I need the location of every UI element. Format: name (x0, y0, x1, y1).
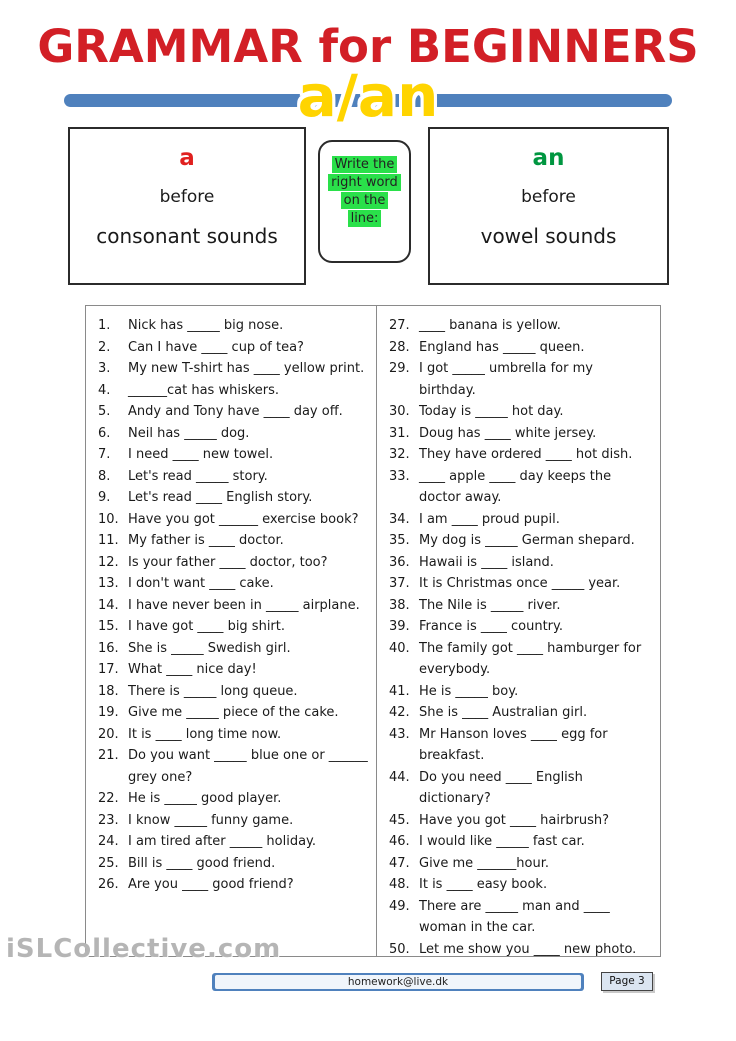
item-text: Give me _____ piece of the cake. (128, 705, 339, 720)
item-number: 13. (98, 576, 119, 591)
item-text: Today is _____ hot day. (419, 404, 564, 419)
item-text: What ____ nice day! (128, 662, 257, 677)
item-number: 1. (98, 318, 111, 333)
item-text: Bill is ____ good friend. (128, 855, 276, 871)
exercise-item (98, 315, 372, 337)
exercise-item (98, 573, 372, 595)
item-number: 8. (98, 468, 111, 484)
exercise-item (98, 810, 372, 832)
item-number: 26. (98, 877, 119, 892)
item-text: Let me show you ____ new photo. (419, 941, 637, 957)
item-number: 19. (98, 705, 119, 720)
item-number: 29. (389, 361, 410, 376)
exercise-item (98, 552, 372, 574)
item-text: I have got ____ big shirt. (128, 619, 286, 634)
item-text: England has _____ queen. (419, 339, 585, 355)
item-text: Give me ______hour. (419, 855, 550, 871)
item-number: 47. (389, 855, 410, 871)
exercise-item (389, 573, 656, 595)
instruction-box (318, 140, 411, 263)
item-number: 50. (389, 941, 410, 957)
exercise-item (389, 702, 656, 724)
exercise-item (98, 702, 372, 724)
item-number: 24. (98, 834, 119, 849)
item-number: 25. (98, 855, 119, 871)
item-text: Nick has _____ big nose. (128, 318, 284, 333)
item-number: 48. (389, 877, 410, 892)
page-title: GRAMMAR for BEGINNERS (37, 20, 699, 73)
exercise-box (85, 305, 661, 957)
a-rule-sounds: consonant sounds (96, 224, 278, 248)
exercise-item (389, 896, 656, 939)
item-text: The Nile is _____ river. (419, 597, 561, 613)
exercise-item (98, 831, 372, 853)
exercise-item (98, 423, 372, 445)
item-number: 23. (98, 812, 119, 828)
a-rule-before: before (159, 187, 215, 207)
item-text: Doug has ____ white jersey. (419, 425, 597, 441)
item-number: 6. (98, 425, 111, 441)
item-number: 30. (389, 404, 410, 419)
item-number: 28. (389, 339, 410, 355)
item-text: It is ____ long time now. (128, 726, 282, 742)
item-number: 21. (98, 748, 119, 763)
item-number: 37. (389, 576, 410, 591)
exercise-item (98, 595, 372, 617)
exercise-item (389, 681, 656, 703)
item-text: Let's read ____ English story. (128, 490, 313, 505)
item-number: 46. (389, 834, 410, 849)
item-number: 22. (98, 791, 119, 806)
exercise-item (389, 831, 656, 853)
item-number: 7. (98, 447, 111, 462)
item-number: 41. (389, 683, 410, 699)
an-rule-sounds: vowel sounds (480, 224, 617, 248)
item-text: France is ____ country. (419, 619, 564, 634)
exercise-item (389, 939, 656, 961)
item-number: 34. (389, 511, 410, 527)
item-text: ____ banana is yellow. (419, 318, 561, 333)
item-text: I am ____ proud pupil. (419, 511, 560, 527)
item-text: He is _____ good player. (128, 791, 282, 806)
subtitle-a-an: a/an (297, 62, 439, 130)
item-text: He is _____ boy. (419, 683, 519, 699)
item-number: 40. (389, 640, 410, 656)
exercise-item (389, 638, 656, 681)
instruction-line: on the (341, 192, 389, 209)
exercise-item (98, 638, 372, 660)
exercise-item (389, 401, 656, 423)
exercise-item (98, 853, 372, 875)
item-number: 45. (389, 812, 410, 828)
item-number: 16. (98, 640, 119, 656)
exercise-item (389, 530, 656, 552)
item-text: Is your father ____ doctor, too? (128, 554, 328, 570)
item-number: 27. (389, 318, 410, 333)
item-text: I would like _____ fast car. (419, 834, 585, 849)
item-text: I am tired after _____ holiday. (128, 834, 317, 849)
item-number: 4. (98, 382, 111, 398)
item-text: I need ____ new towel. (128, 447, 274, 462)
item-number: 9. (98, 490, 111, 505)
exercise-left-column (86, 306, 376, 956)
item-text: They have ordered ____ hot dish. (419, 447, 633, 462)
a-rule-box (68, 127, 306, 285)
item-text: Mr Hanson loves ____ egg for breakfast. (419, 726, 608, 763)
exercise-item (98, 745, 372, 788)
exercise-item (389, 853, 656, 875)
item-number: 38. (389, 597, 410, 613)
exercise-item (98, 509, 372, 531)
item-number: 17. (98, 662, 119, 677)
item-text: I don't want ____ cake. (128, 576, 274, 591)
exercise-item (389, 337, 656, 359)
item-number: 10. (98, 511, 119, 527)
exercise-item (98, 659, 372, 681)
item-number: 31. (389, 425, 410, 441)
item-number: 44. (389, 769, 410, 785)
item-text: Have you got ____ hairbrush? (419, 812, 610, 828)
item-text: Have you got ______ exercise book? (128, 511, 359, 527)
item-number: 39. (389, 619, 410, 634)
item-number: 5. (98, 404, 111, 419)
exercise-item (98, 616, 372, 638)
exercise-item (389, 315, 656, 337)
exercise-item (389, 358, 656, 401)
item-text: I got _____ umbrella for my birthday. (419, 361, 593, 398)
exercise-item (389, 767, 656, 810)
item-number: 15. (98, 619, 119, 634)
item-number: 42. (389, 705, 410, 720)
item-number: 2. (98, 339, 111, 355)
item-number: 11. (98, 533, 119, 548)
exercise-item (389, 444, 656, 466)
item-number: 43. (389, 726, 410, 742)
item-text: ______cat has whiskers. (128, 382, 280, 398)
item-text: My new T-shirt has ____ yellow print. (128, 361, 365, 376)
instruction-line: Write the (332, 156, 398, 173)
exercise-item (389, 616, 656, 638)
item-number: 20. (98, 726, 119, 742)
item-number: 12. (98, 554, 119, 570)
exercise-item (389, 724, 656, 767)
exercise-right-column (376, 306, 660, 956)
exercise-item (98, 788, 372, 810)
exercise-item (98, 681, 372, 703)
item-number: 49. (389, 898, 410, 914)
item-text: My dog is _____ German shepard. (419, 533, 635, 548)
instruction-line: line: (348, 210, 382, 227)
exercise-item (98, 444, 372, 466)
item-number: 33. (389, 468, 410, 484)
item-text: My father is ____ doctor. (128, 533, 284, 548)
item-number: 36. (389, 554, 410, 570)
item-number: 32. (389, 447, 410, 462)
item-text: She is ____ Australian girl. (419, 705, 588, 720)
exercise-item (98, 874, 372, 896)
item-text: Let's read _____ story. (128, 468, 268, 484)
exercise-item (98, 401, 372, 423)
exercise-item (389, 509, 656, 531)
item-text: There are _____ man and ____ woman in the car. (419, 898, 610, 935)
an-rule-box (428, 127, 669, 285)
footer-email: homework@live.dk (215, 975, 581, 989)
exercise-item (98, 466, 372, 488)
exercise-item (98, 337, 372, 359)
item-text: It is Christmas once _____ year. (419, 576, 621, 591)
exercise-item (389, 874, 656, 896)
exercise-item (98, 487, 372, 509)
instruction-line: right word (328, 174, 401, 191)
exercise-item (98, 724, 372, 746)
page-number-badge: Page 3 (601, 972, 653, 991)
footer-bar (212, 973, 584, 991)
item-text: Hawaii is ____ island. (419, 554, 554, 570)
item-text: There is _____ long queue. (128, 683, 298, 699)
a-rule-letter: a (179, 145, 195, 171)
item-text: It is ____ easy book. (419, 877, 548, 892)
item-text: Andy and Tony have ____ day off. (128, 404, 343, 419)
exercise-item (98, 380, 372, 402)
exercise-item (389, 466, 656, 509)
item-text: I have never been in _____ airplane. (128, 597, 360, 613)
item-number: 35. (389, 533, 410, 548)
exercise-item (389, 423, 656, 445)
item-number: 18. (98, 683, 119, 699)
item-text: She is _____ Swedish girl. (128, 640, 291, 656)
exercise-item (389, 810, 656, 832)
islcollective-watermark: iSLCollective.com (6, 934, 282, 964)
item-text: Do you want _____ blue one or ______ grey one? (128, 748, 368, 785)
exercise-item (389, 552, 656, 574)
exercise-item (389, 595, 656, 617)
item-text: Are you ____ good friend? (128, 877, 294, 892)
an-rule-before: before (521, 187, 576, 207)
exercise-item (98, 530, 372, 552)
an-rule-letter: an (532, 145, 565, 171)
exercise-item (98, 358, 372, 380)
item-number: 3. (98, 361, 111, 376)
item-text: The family got ____ hamburger for everybody. (419, 640, 642, 677)
item-text: Neil has _____ dog. (128, 425, 250, 441)
item-text: Do you need ____ English dictionary? (419, 769, 583, 806)
item-text: I know _____ funny game. (128, 812, 294, 828)
item-number: 14. (98, 597, 119, 613)
item-text: ____ apple ____ day keeps the doctor away. (419, 468, 612, 505)
item-text: Can I have ____ cup of tea? (128, 339, 304, 355)
